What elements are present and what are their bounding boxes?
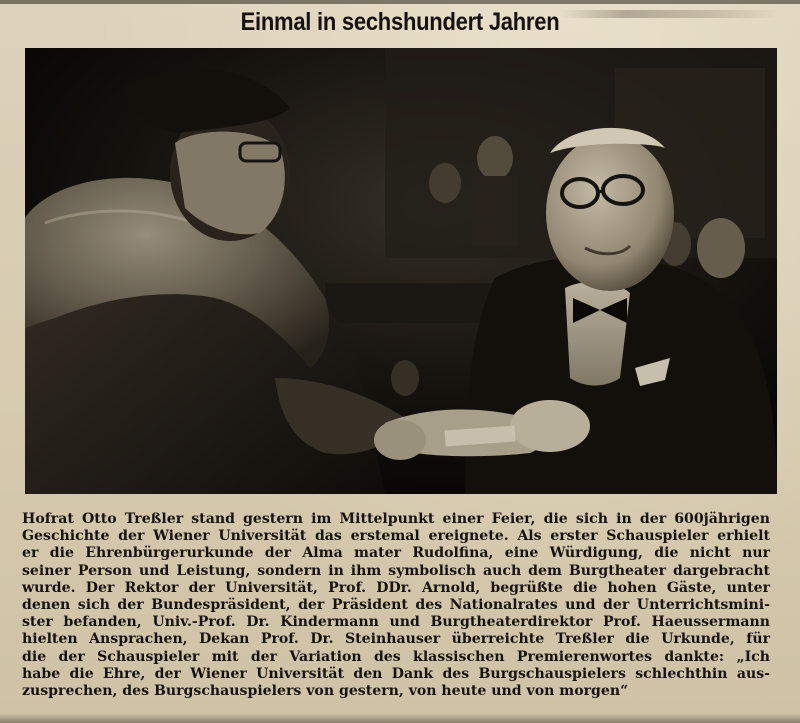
caption-line: er die Ehrenbürgerurkunde der Alma mater Rudolfina, eine Würdigung, die nicht nur [22,545,770,562]
caption-line: ster befanden, Univ.-Prof. Dr. Kindermann und Burgtheaterdirektor Prof. Haeussermann [22,614,770,631]
headline: Einmal in sechshundert Jahren [240,8,560,36]
caption-line: zusprechen, des Burgschauspielers von gestern, von heute und von morgen“ [22,683,629,700]
caption-line: wurde. Der Rektor der Universität, Prof. DDr. Arnold, begrüßte die hohen Gäste, unter [22,579,770,596]
caption-line: Hofrat Otto Treßler stand gestern im Mittelpunkt einer Feier, die sich in der 600jährigen [22,511,770,527]
caption-line: hielten Ansprachen, Dekan Prof. Dr. Steinhauser überreichte Treßler die Urkunde, für [22,631,770,648]
caption-line: denen sich der Bundespräsident, der Präsident des Nationalrates und der Unterrichtsmini- [22,597,770,614]
top-rule [0,0,800,4]
photo-caption [22,511,770,700]
caption-line: habe die Ehre, der Wiener Universität den Dank des Burgschauspielers schlechthin aus- [22,665,770,682]
caption-line: die der Schauspieler mit der Variation des klassischen Premierenwortes dankte: „Ich [22,648,770,665]
bottom-edge [0,713,800,723]
caption-line: seiner Person und Leistung, sondern in ihm symbolisch auch dem Burgtheater dargebracht [22,562,770,579]
caption-line: Geschichte der Wiener Universität das erstemal ereignete. Als erster Schauspieler erhielt [22,528,770,545]
ceremony-photo [25,48,777,494]
